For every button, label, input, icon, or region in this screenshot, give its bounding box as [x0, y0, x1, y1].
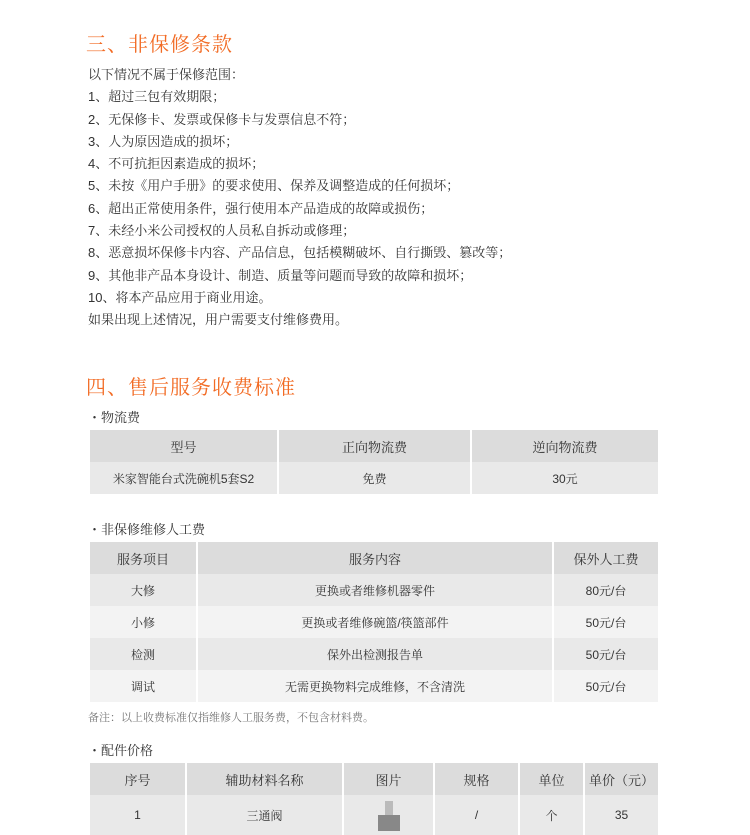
three-way-valve-image	[378, 799, 400, 831]
labor-label: ・非保修维修人工费	[88, 522, 206, 537]
header-cell: 正向物流费	[278, 430, 471, 462]
cell: 更换或者维修机器零件	[197, 574, 553, 606]
cell: 小修	[89, 606, 197, 638]
cell	[343, 795, 434, 835]
logistics-label: ・物流费	[88, 410, 141, 425]
cell: 检测	[89, 638, 197, 670]
header-cell: 逆向物流费	[471, 430, 659, 462]
cell: 80元/台	[553, 574, 659, 606]
cell: 大修	[89, 574, 197, 606]
list-item: 8、恶意损坏保修卡内容、产品信息，包括模糊破坏、自行撕毁、篡改等；	[88, 245, 512, 261]
header-cell: 型号	[89, 430, 278, 462]
cell: 35	[584, 795, 659, 835]
header-cell: 序号	[89, 763, 186, 795]
list-item: 4、不可抗拒因素造成的损坏；	[88, 156, 265, 172]
logistics-table	[88, 430, 660, 494]
list-item: 6、超出正常使用条件，强行使用本产品造成的故障或损伤；	[88, 200, 434, 216]
section-title-fees: 四、售后服务收费标准	[86, 377, 296, 399]
table-row	[89, 638, 659, 670]
cell: 调试	[89, 670, 197, 702]
cell: 无需更换物料完成维修，不含清洗	[197, 670, 553, 702]
list-item: 2、无保修卡、发票或保修卡与发票信息不符；	[88, 111, 356, 127]
table-row	[89, 574, 659, 606]
list-item: 10、将本产品应用于商业用途。	[88, 289, 272, 305]
cell: 免费	[278, 462, 471, 494]
cell: 30元	[471, 462, 659, 494]
cell: 1	[89, 795, 186, 835]
cell: 50元/台	[553, 638, 659, 670]
header-cell: 服务内容	[197, 542, 553, 574]
outro: 如果出现上述情况，用户需要支付维修费用。	[88, 312, 349, 328]
parts-table	[88, 763, 660, 835]
header-cell: 规格	[434, 763, 519, 795]
list-item: 5、未按《用户手册》的要求使用、保养及调整造成的任何损坏；	[88, 178, 460, 194]
table-row	[89, 670, 659, 702]
cell: 50元/台	[553, 606, 659, 638]
cell: 个	[519, 795, 584, 835]
cell: 保外出检测报告单	[197, 638, 553, 670]
cell: 米家智能台式洗碗机5套S2	[89, 462, 278, 494]
list-item: 7、未经小米公司授权的人员私自拆动或修理；	[88, 223, 356, 239]
list-item: 3、人为原因造成的损坏；	[88, 133, 239, 149]
cell: /	[434, 795, 519, 835]
list-item: 1、超过三包有效期限；	[88, 89, 226, 105]
header-cell: 保外人工费	[553, 542, 659, 574]
header-cell: 服务项目	[89, 542, 197, 574]
intro: 以下情况不属于保修范围：	[88, 67, 245, 82]
header-cell: 单价（元）	[584, 763, 659, 795]
cell: 更换或者维修碗篮/筷篮部件	[197, 606, 553, 638]
list-item: 9、其他非产品本身设计、制造、质量等问题而导致的故障和损坏；	[88, 267, 473, 283]
cell: 三通阀	[186, 795, 343, 835]
header-cell: 图片	[343, 763, 434, 795]
labor-table	[88, 542, 660, 702]
parts-label: ・配件价格	[88, 743, 154, 758]
header-cell: 辅助材料名称	[186, 763, 343, 795]
cell: 50元/台	[553, 670, 659, 702]
table-row	[89, 606, 659, 638]
table-row	[89, 462, 659, 494]
fee-note: 备注：以上收费标准仅指维修人工服务费，不包含材料费。	[88, 712, 374, 724]
table-row	[89, 795, 659, 835]
header-cell: 单位	[519, 763, 584, 795]
section-title-non-warranty: 三、非保修条款	[86, 34, 233, 56]
non-warranty-list	[88, 64, 511, 332]
